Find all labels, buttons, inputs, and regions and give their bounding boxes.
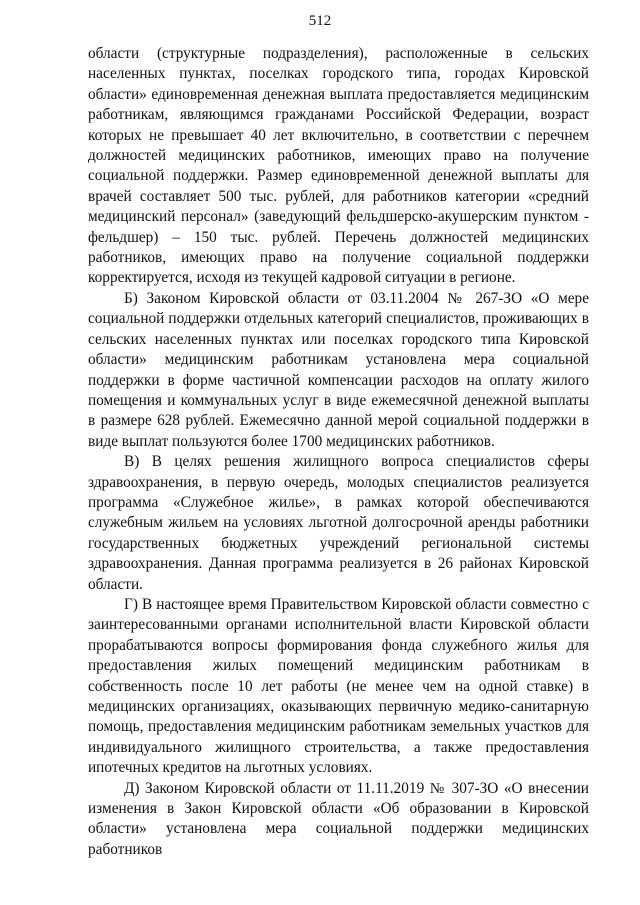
paragraph-d: Д) Законом Кировской области от 11.11.2019 № 307-ЗО «О внесении изменения в Закон Кировской области «Об образовании в Кировской области» установлена мера социальной поддержки медицинских работников — [88, 779, 589, 858]
paragraph-v: В) В целях решения жилищного вопроса специалистов сферы здравоохранения, в первую очередь, молодых специалистов реализуется программа «Служебное жилье», в рамках которой обеспечиваются служебным жильем на условиях льготной долгосрочной аренды работники государственных бюджетных учреждений региональной системы здравоохранения. Данная программа реализуется в 26 районах Кировской области. — [88, 453, 589, 593]
document-body — [88, 44, 589, 860]
page-number: 512 — [308, 13, 332, 29]
paragraph-g: Г) В настоящее время Правительством Кировской области совместно с заинтересованными органами исполнительной власти Кировской области прорабатываются вопросы формирования фонда служебного жилья для предоставления жилых помещений медицинским работникам в собственность после 10 лет работы (не менее чем на одной ставке) в медицинских организациях, оказывающих первичную медико-санитарную помощь, предоставления медицинским работникам земельных участков для индивидуального жилищного строительства, а также предоставления ипотечных кредитов на льготных условиях. — [88, 595, 589, 777]
paragraph-continuation: области (структурные подразделения), расположенные в сельских населенных пунктах, поселках городского типа, городах Кировской области» единовременная денежная выплата предоставляется медицинским работникам, являющимся гражданами Российской Федерации, возраст которых не превышает 40 лет включительно, в соответствии с перечнем должностей медицинских работников, имеющих право на получение социальной поддержки. Размер единовременной денежной выплаты для врачей составляет 500 тыс. рублей, для работников категории «средний медицинский персонал» (заведующий фельдшерско-акушерским пунктом - фельдшер) – 150 тыс. рублей. Перечень должностей медицинских работников, имеющих право на получение социальной поддержки корректируется, исходя из текущей кадровой ситуации в регионе. — [88, 45, 589, 287]
paragraph-b: Б) Законом Кировской области от 03.11.2004 № 267-ЗО «О мере социальной поддержки отдельных категорий специалистов, проживающих в сельских населенных пунктах или поселках городского типа Кировской области» медицинским работникам установлена мера социальной поддержки в форме частичной компенсации расходов на оплату жилого помещения и коммунальных услуг в виде ежемесячной денежной выплаты в размере 628 рублей. Ежемесячно данной мерой социальной поддержки в виде выплат пользуются более 1700 медицинских работников. — [88, 289, 589, 450]
